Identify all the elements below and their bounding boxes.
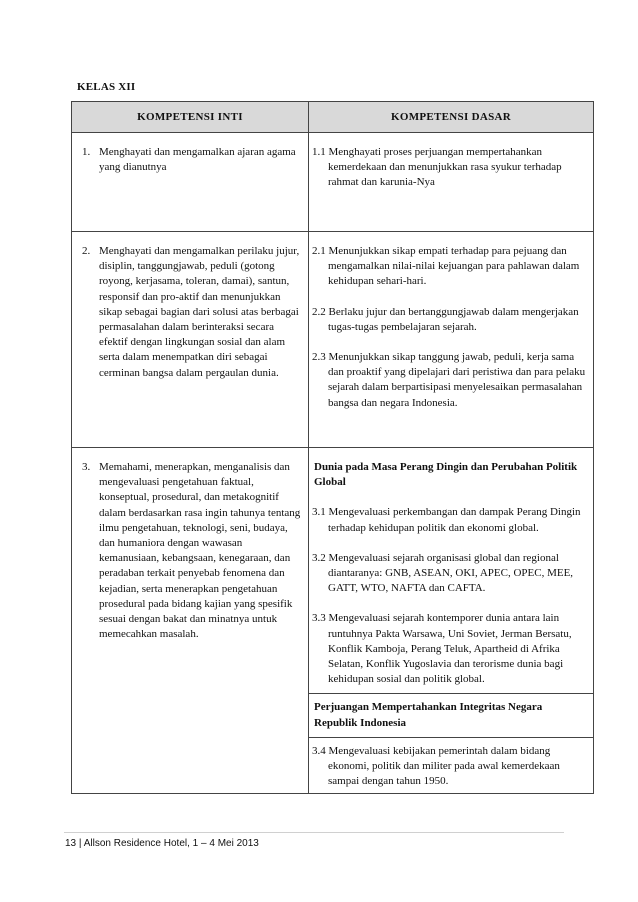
kd-item: 3.2 Mengevaluasi sejarah organisasi global dan regional diantaranya: GNB, ASEAN, OKI, APEC, OPEC, MEE, GATT, WTO, NAFTA dan CAFTA.	[312, 551, 574, 595]
kd-item: 3.3 Mengevaluasi sejarah kontemporer dunia antara lain runtuhnya Pakta Warsawa, Uni Soviet, Jerman Bersatu, Konflik Kamboja, Perang Teluk, Apartheid di Afrika Selatan, Konflik Yugoslavia dan terorisme dunia bagi kehidupan sosial dan politik global.	[312, 612, 572, 686]
kd-item: 2.2 Berlaku jujur dan bertanggungjawab dalam mengerjakan tugas-tugas pembelajaran sejarah.	[312, 305, 579, 333]
page-footer: 13 | Allson Residence Hotel, 1 – 4 Mei 2013	[65, 838, 259, 849]
ki-cell-1	[72, 133, 309, 232]
kd-item: 3.4 Mengevaluasi kebijakan pemerintah dalam bidang ekonomi, politik dan militer pada awal kemerdekaan sampai dengan tahun 1950.	[312, 744, 560, 788]
kd-item: 2.1 Menunjukkan sikap empati terhadap para pejuang dan mengamalkan nilai-nilai kejuangan para pahlawan dalam kehidupan sehari-hari.	[312, 245, 580, 288]
ki-text: Memahami, menerapkan, menganalisis dan mengevaluasi pengetahuan faktual, konseptual, prosedural, dan metakognitif dalam berdasarkan rasa ingin tahunya tentang ilmu pengetahuan, teknologi, seni, budaya, dan humaniora dengan wawasan kemanusiaan, kebangsaan, kenegaraan, dan peradaban terkait penyebab fenomena dan kejadian, serta menerapkan pengetahuan prosedural pada bidang kajian yang spesifik sesuai dengan bakat dan minatnya untuk memecahkan masalah.	[99, 461, 301, 641]
ki-number: 3.	[82, 461, 91, 473]
section-divider	[309, 693, 593, 694]
competency-table	[71, 101, 594, 794]
ki-text: Menghayati dan mengamalkan ajaran agama yang dianutnya	[99, 146, 296, 174]
section-divider	[309, 737, 593, 738]
footer-divider	[64, 832, 564, 833]
section-title-integrity: Perjuangan Mempertahankan Integritas Negara Republik Indonesia	[314, 701, 543, 729]
ki-text: Menghayati dan mengamalkan perilaku jujur, disiplin, tanggungjawab, peduli (gotong royong, kerjasama, toleran, damai), santun, responsif dan pro-aktif dan menunjukkan sikap sebagai bagian dari solusi atas berbagai permasalahan dalam berinteraksi secara efektif dengan lingkungan sosial dan alam serta dalam menempatkan diri sebagai cerminan bangsa dalam pergaulan dunia.	[99, 245, 300, 379]
kd-cell-1	[309, 133, 594, 232]
section-title-cold-war: Dunia pada Masa Perang Dingin dan Perubahan Politik Global	[314, 461, 578, 489]
ki-cell-2	[72, 232, 309, 448]
kd-item: 3.1 Mengevaluasi perkembangan dan dampak Perang Dingin terhadap kehidupan politik dan ekonomi global.	[312, 506, 581, 534]
table-row	[72, 133, 594, 232]
kd-cell-3	[309, 448, 594, 794]
header-kompetensi-dasar: KOMPETENSI DASAR	[309, 102, 594, 133]
ki-item-2	[72, 244, 308, 381]
header-kompetensi-inti: KOMPETENSI INTI	[72, 102, 309, 133]
kd-cell-2	[309, 232, 594, 448]
ki-number: 1.	[82, 146, 91, 158]
kd-item: 1.1 Menghayati proses perjuangan mempertahankan kemerdekaan dan menunjukkan rasa syukur terhadap rahmat dan karunia-Nya	[312, 146, 562, 189]
table-row	[72, 448, 594, 794]
kd-item: 2.3 Menunjukkan sikap tanggung jawab, peduli, kerja sama dan proaktif yang dipelajari dari peristiwa dan para pelaku sejarah dalam berpartisipasi menyelesaikan permasalahan bangsa dan negara Indonesia.	[312, 351, 586, 409]
ki-number: 2.	[82, 245, 91, 257]
class-heading: KELAS XII	[77, 81, 136, 93]
table-row	[72, 232, 594, 448]
ki-item-3	[72, 460, 308, 642]
table-header-row	[72, 102, 594, 133]
ki-cell-3	[72, 448, 309, 794]
ki-item-1	[72, 145, 308, 175]
